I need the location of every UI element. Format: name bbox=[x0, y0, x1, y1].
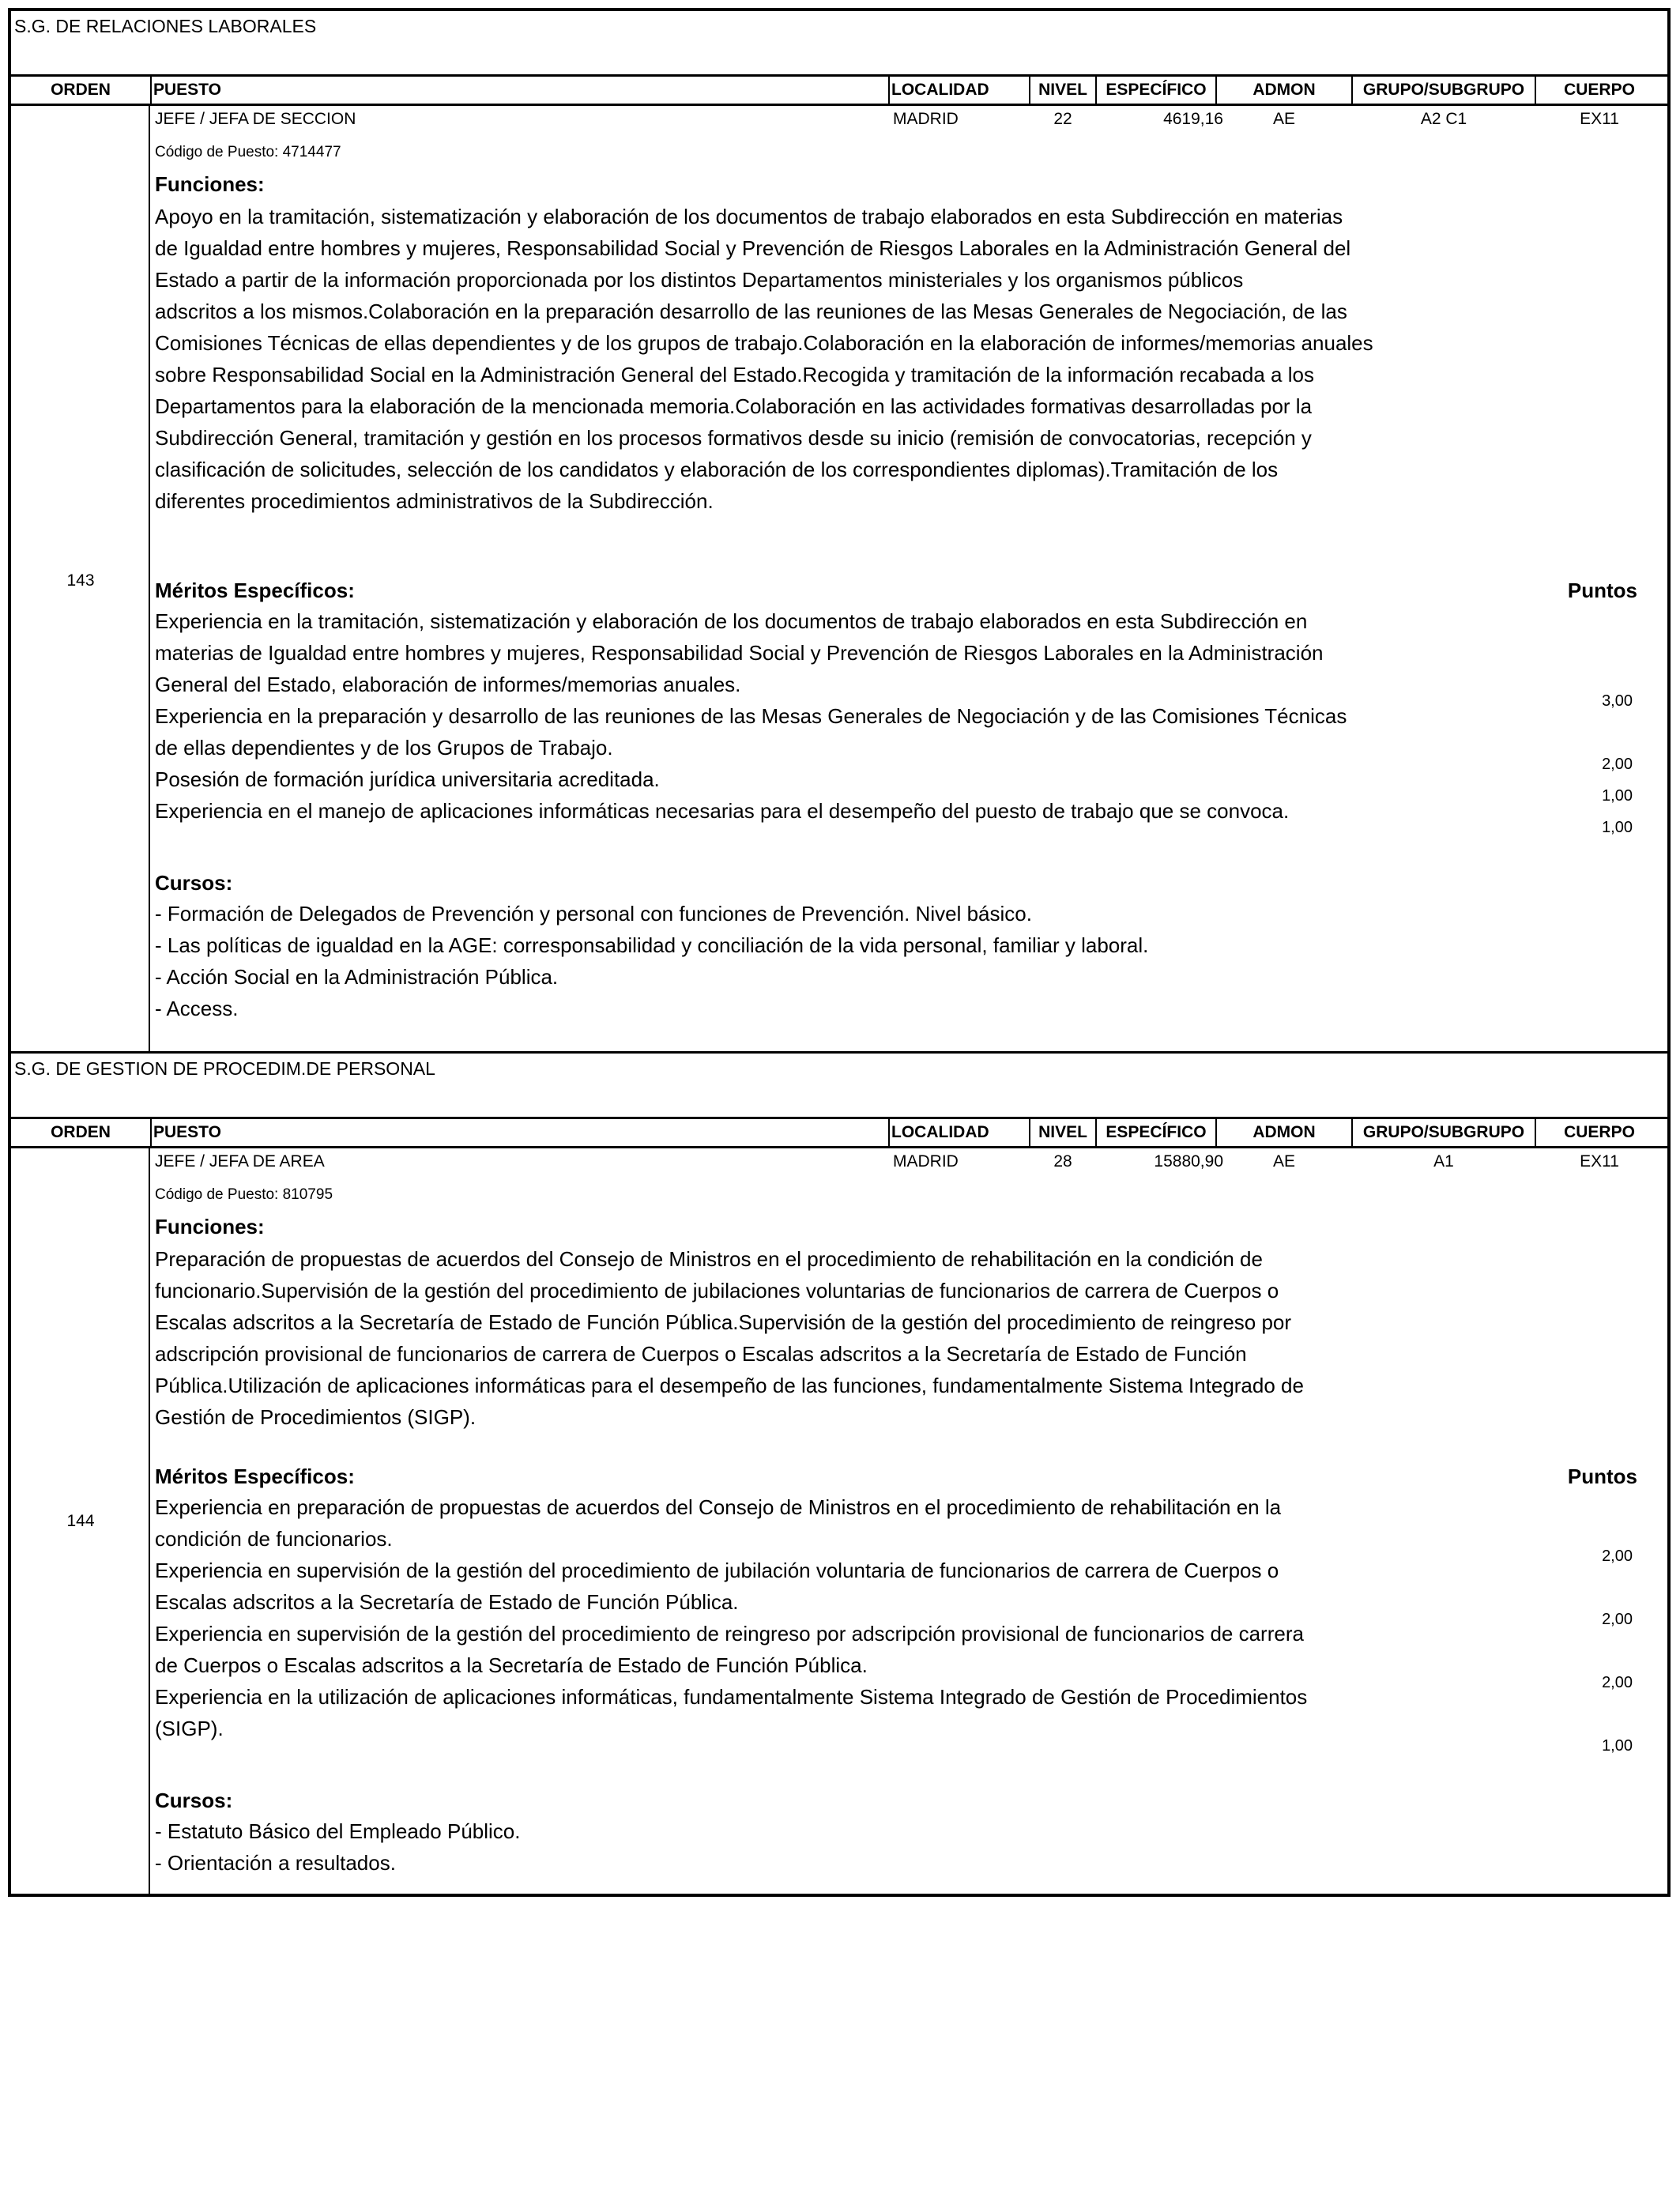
meritos-list bbox=[155, 605, 1347, 827]
funciones-text bbox=[155, 1243, 1304, 1433]
meritos-list bbox=[155, 1491, 1307, 1744]
funciones-line: Estado a partir de la información proporcionada por los distintos Departamentos ministeriales y los organismos públicos bbox=[155, 268, 1244, 292]
grupo-value: A2 C1 bbox=[1420, 110, 1467, 128]
merito-line: Experiencia en la preparación y desarrollo de las reuniones de las Mesas Generales de Negociación y de las Comisiones Técnicas bbox=[155, 704, 1347, 728]
funciones-line: sobre Responsabilidad Social en la Administración General del Estado.Recogida y tramitación de la información recabada a los bbox=[155, 363, 1314, 386]
merito-puntos: 1,00 bbox=[1602, 787, 1633, 805]
cursos-list bbox=[155, 898, 1148, 1024]
merito-line: Escalas adscritos a la Secretaría de Estado de Función Pública. bbox=[155, 1590, 739, 1614]
merito-line: (SIGP). bbox=[155, 1717, 224, 1740]
funciones-line: Apoyo en la tramitación, sistematización y elaboración de los documentos de trabajo elaborados en esta Subdirección en materias bbox=[155, 205, 1343, 228]
merito-puntos: 3,00 bbox=[1602, 692, 1633, 710]
merito-puntos: 1,00 bbox=[1602, 1737, 1633, 1755]
header-cuerpo: CUERPO bbox=[1564, 81, 1635, 99]
merito-line: Experiencia en el manejo de aplicaciones informáticas necesarias para el desempeño del puesto de trabajo que se convoca. bbox=[155, 799, 1290, 823]
curso-item: - Acción Social en la Administración Pública. bbox=[155, 965, 559, 989]
merito-line: de Cuerpos o Escalas adscritos a la Secretaría de Estado de Función Pública. bbox=[155, 1653, 868, 1677]
curso-item: - Las políticas de igualdad en la AGE: corresponsabilidad y conciliación de la vida personal, familiar y laboral. bbox=[155, 933, 1149, 957]
funciones-line: Comisiones Técnicas de ellas dependientes y de los grupos de trabajo.Colaboración en la elaboración de informes/memorias anuales bbox=[155, 331, 1373, 355]
merito-puntos: 1,00 bbox=[1602, 819, 1633, 836]
funciones-text bbox=[155, 201, 1373, 517]
merito-line: Experiencia en preparación de propuestas de acuerdos del Consejo de Ministros en el procedimiento de rehabilitación en la bbox=[155, 1495, 1282, 1519]
funciones-line: diferentes procedimientos administrativos de la Subdirección. bbox=[155, 489, 714, 513]
table-header bbox=[11, 74, 1667, 106]
cuerpo-value: EX11 bbox=[1580, 110, 1619, 128]
funciones-line: de Igualdad entre hombres y mujeres, Responsabilidad Social y Prevención de Riesgos Laborales en la Administración General del bbox=[155, 236, 1351, 260]
curso-item: - Formación de Delegados de Prevención y personal con funciones de Prevención. Nivel básico. bbox=[155, 902, 1032, 925]
orden-column bbox=[11, 1148, 150, 1894]
puesto-value: JEFE / JEFA DE AREA bbox=[155, 1152, 325, 1171]
header-especifico: ESPECÍFICO bbox=[1106, 81, 1207, 99]
merito-line: General del Estado, elaboración de informes/memorias anuales. bbox=[155, 673, 741, 696]
admon-value: AE bbox=[1272, 110, 1295, 128]
curso-item: - Access. bbox=[155, 997, 239, 1020]
curso-item: - Estatuto Básico del Empleado Público. bbox=[155, 1819, 521, 1843]
curso-item: - Orientación a resultados. bbox=[155, 1851, 396, 1875]
header-localidad: LOCALIDAD bbox=[891, 81, 989, 99]
header-especifico: ESPECÍFICO bbox=[1106, 1123, 1207, 1141]
table-header bbox=[11, 1117, 1667, 1148]
localidad-value: MADRID bbox=[893, 1152, 959, 1171]
header-cuerpo: CUERPO bbox=[1564, 1123, 1635, 1141]
orden-column bbox=[11, 106, 150, 1051]
cursos-heading: Cursos: bbox=[155, 1789, 233, 1812]
funciones-line: Preparación de propuestas de acuerdos del Consejo de Ministros en el procedimiento de rehabilitación en la condición de bbox=[155, 1247, 1263, 1271]
especifico-value: 4619,16 bbox=[1163, 110, 1223, 128]
funciones-heading: Funciones: bbox=[155, 1215, 265, 1238]
merito-line: Experiencia en la tramitación, sistematización y elaboración de los documentos de trabajo elaborados en esta Subdirección en bbox=[155, 609, 1308, 633]
funciones-line: adscritos a los mismos.Colaboración en la preparación desarrollo de las reuniones de las Mesas Generales de Negociación, de las bbox=[155, 300, 1347, 323]
cursos-heading: Cursos: bbox=[155, 871, 233, 895]
header-puesto: PUESTO bbox=[153, 81, 221, 99]
header-puesto: PUESTO bbox=[153, 1123, 221, 1141]
puntos-heading: Puntos bbox=[1567, 1465, 1637, 1488]
cuerpo-value: EX11 bbox=[1580, 1152, 1619, 1171]
meritos-heading: Méritos Específicos: bbox=[155, 579, 355, 602]
orden-number: 143 bbox=[66, 571, 95, 590]
header-nivel: NIVEL bbox=[1038, 1123, 1087, 1141]
cursos-list bbox=[155, 1815, 520, 1879]
merito-line: Posesión de formación jurídica universitaria acreditada. bbox=[155, 767, 660, 791]
header-admon: ADMON bbox=[1252, 1123, 1316, 1141]
nivel-value: 22 bbox=[1053, 110, 1072, 128]
merito-line: Experiencia en supervisión de la gestión del procedimiento de jubilación voluntaria de funcionarios de carrera de Cuerpos o bbox=[155, 1559, 1279, 1582]
grupo-value: A1 bbox=[1433, 1152, 1454, 1171]
merito-line: condición de funcionarios. bbox=[155, 1527, 393, 1551]
header-grupo: GRUPO/SUBGRUPO bbox=[1362, 1123, 1525, 1141]
funciones-line: Escalas adscritos a la Secretaría de Estado de Función Pública.Supervisión de la gestión del procedimiento de reingreso por bbox=[155, 1310, 1292, 1334]
puesto-value: JEFE / JEFA DE SECCION bbox=[155, 110, 356, 128]
funciones-line: clasificación de solicitudes, selección de los candidatos y elaboración de los correspondientes diplomas).Tramitación de los bbox=[155, 458, 1279, 481]
header-localidad: LOCALIDAD bbox=[891, 1123, 989, 1141]
localidad-value: MADRID bbox=[893, 110, 959, 128]
codigo-puesto: Código de Puesto: 810795 bbox=[155, 1186, 333, 1203]
especifico-value: 15880,90 bbox=[1154, 1152, 1223, 1171]
codigo-puesto: Código de Puesto: 4714477 bbox=[155, 144, 341, 160]
document-frame bbox=[8, 8, 1671, 1897]
header-nivel: NIVEL bbox=[1038, 81, 1087, 99]
section-gestion-procedimientos bbox=[11, 1054, 1667, 1894]
funciones-heading: Funciones: bbox=[155, 172, 265, 196]
funciones-line: Departamentos para la elaboración de la mencionada memoria.Colaboración en las actividades formativas desarrolladas por la bbox=[155, 394, 1313, 418]
funciones-line: funcionario.Supervisión de la gestión del procedimiento de jubilaciones voluntarias de funcionarios de carrera de Cuerpos o bbox=[155, 1279, 1279, 1302]
merito-line: Experiencia en la utilización de aplicaciones informáticas, fundamentalmente Sistema Integrado de Gestión de Procedimientos bbox=[155, 1685, 1308, 1709]
header-orden: ORDEN bbox=[51, 81, 111, 99]
header-grupo: GRUPO/SUBGRUPO bbox=[1362, 81, 1525, 99]
section-title: S.G. DE GESTION DE PROCEDIM.DE PERSONAL bbox=[14, 1058, 435, 1079]
funciones-line: Subdirección General, tramitación y gestión en los procesos formativos desde su inicio (remisión de convocatorias, recepción y bbox=[155, 426, 1312, 450]
admon-value: AE bbox=[1272, 1152, 1295, 1171]
merito-puntos: 2,00 bbox=[1602, 1674, 1633, 1691]
merito-line: de ellas dependientes y de los Grupos de Trabajo. bbox=[155, 736, 613, 760]
section-title: S.G. DE RELACIONES LABORALES bbox=[14, 16, 317, 36]
header-admon: ADMON bbox=[1252, 81, 1316, 99]
merito-puntos: 2,00 bbox=[1602, 1611, 1633, 1628]
header-orden: ORDEN bbox=[51, 1123, 111, 1141]
funciones-line: Gestión de Procedimientos (SIGP). bbox=[155, 1405, 477, 1429]
merito-puntos: 2,00 bbox=[1602, 1547, 1633, 1565]
orden-number: 144 bbox=[66, 1512, 95, 1530]
section-relaciones-laborales bbox=[11, 11, 1667, 1051]
table-row bbox=[11, 1148, 1667, 1894]
merito-line: materias de Igualdad entre hombres y mujeres, Responsabilidad Social y Prevención de Riesgos Laborales en la Administración bbox=[155, 641, 1324, 665]
meritos-heading: Méritos Específicos: bbox=[155, 1465, 355, 1488]
table-row bbox=[11, 106, 1667, 1051]
funciones-line: Pública.Utilización de aplicaciones informáticas para el desempeño de las funciones, fundamentalmente Sistema Integrado de bbox=[155, 1374, 1304, 1397]
merito-line: Experiencia en supervisión de la gestión del procedimiento de reingreso por adscripción provisional de funcionarios de carrera bbox=[155, 1622, 1304, 1646]
puntos-heading: Puntos bbox=[1567, 579, 1637, 602]
funciones-line: adscripción provisional de funcionarios de carrera de Cuerpos o Escalas adscritos a la Secretaría de Estado de Función bbox=[155, 1342, 1247, 1366]
merito-puntos: 2,00 bbox=[1602, 756, 1633, 773]
nivel-value: 28 bbox=[1053, 1152, 1072, 1171]
